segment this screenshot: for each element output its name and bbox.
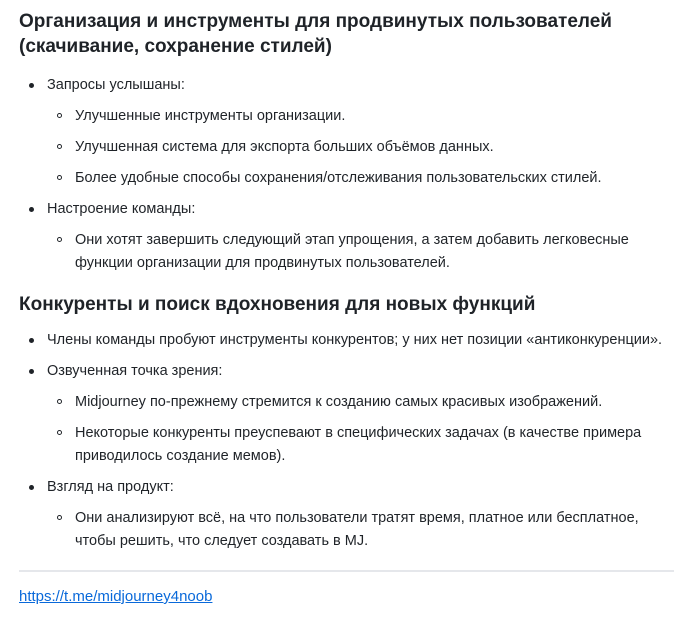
circle-bullet-icon xyxy=(57,430,62,435)
sub-list-item-text: Они хотят завершить следующий этап упрощения, а затем добавить легковесные функции организации для продвинутых пользователей. xyxy=(75,232,629,271)
list-item xyxy=(19,476,679,553)
section-list-organization xyxy=(19,74,679,283)
sub-list-item xyxy=(47,105,679,128)
list-item xyxy=(19,329,679,352)
telegram-link[interactable]: https://t.me/midjourney4noob xyxy=(19,588,213,605)
circle-bullet-icon xyxy=(57,399,62,404)
sub-list-item-text: Улучшенные инструменты организации. xyxy=(75,108,346,124)
circle-bullet-icon xyxy=(57,515,62,520)
list-item xyxy=(19,360,679,468)
list-item-label: Запросы услышаны: xyxy=(47,77,185,93)
list-item-label: Настроение команды: xyxy=(47,201,196,217)
sub-list-item-text: Более удобные способы сохранения/отслеживания пользовательских стилей. xyxy=(75,170,602,186)
circle-bullet-icon xyxy=(57,237,62,242)
bullet-icon xyxy=(29,338,34,343)
sub-list-item xyxy=(47,422,679,468)
circle-bullet-icon xyxy=(57,144,62,149)
bullet-icon xyxy=(29,83,34,88)
circle-bullet-icon xyxy=(57,175,62,180)
sub-list-item xyxy=(47,391,679,414)
circle-bullet-icon xyxy=(57,113,62,118)
sub-list-item-text: Улучшенная система для экспорта больших объёмов данных. xyxy=(75,139,494,155)
sub-list xyxy=(47,229,679,275)
section-heading-organization: Организация и инструменты для продвинутых пользователей (скачивание, сохранение стилей) xyxy=(19,11,612,57)
list-item-label: Озвученная точка зрения: xyxy=(47,363,223,379)
horizontal-divider xyxy=(19,570,674,572)
list-item-label: Члены команды пробуют инструменты конкурентов; у них нет позиции «антиконкуренции». xyxy=(47,332,663,348)
sub-list-item xyxy=(47,507,679,553)
bullet-icon xyxy=(29,485,34,490)
sub-list-item xyxy=(47,167,679,190)
sub-list-item-text: Некоторые конкуренты преуспевают в специфических задачах (в качестве примера приводилось создание мемов). xyxy=(75,425,642,464)
list-item-label: Взгляд на продукт: xyxy=(47,479,174,495)
sub-list xyxy=(47,105,679,190)
list-item xyxy=(19,74,679,190)
sub-list-item xyxy=(47,229,679,275)
section-list-competitors xyxy=(19,329,679,561)
bullet-icon xyxy=(29,207,34,212)
bullet-icon xyxy=(29,369,34,374)
sub-list-item-text: Midjourney по-прежнему стремится к созданию самых красивых изображений. xyxy=(75,394,603,410)
list-item xyxy=(19,198,679,275)
sub-list-item-text: Они анализируют всё, на что пользователи тратят время, платное или бесплатное, чтобы решить, что следует создавать в MJ. xyxy=(75,510,639,549)
sub-list xyxy=(47,507,679,553)
section-heading-competitors: Конкуренты и поиск вдохновения для новых функций xyxy=(19,294,536,315)
sub-list xyxy=(47,391,679,468)
sub-list-item xyxy=(47,136,679,159)
